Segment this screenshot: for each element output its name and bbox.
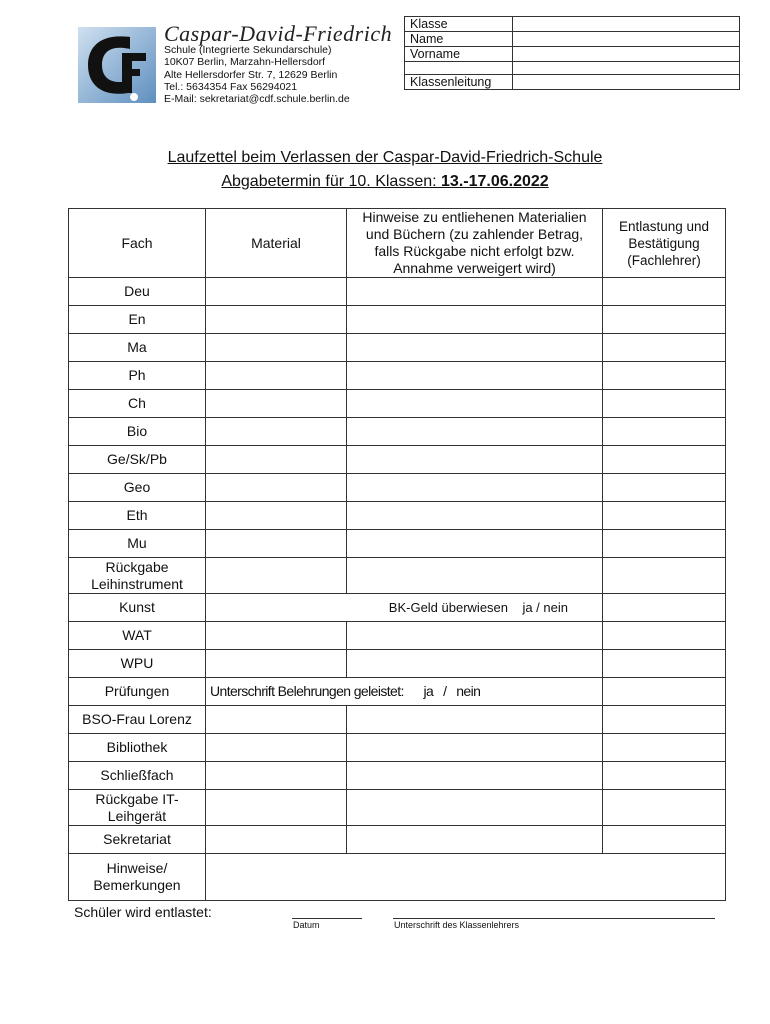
hinweis-cell[interactable] <box>347 706 603 734</box>
subject-schliessfach: Schließfach <box>69 762 206 790</box>
subject-ma: Ma <box>69 334 206 362</box>
pruefungen-note: Unterschrift Belehrungen geleistet: ja / nein <box>206 678 603 706</box>
subject-label-line: Rückgabe <box>105 558 169 575</box>
school-signature: Caspar-David-Friedrich <box>164 21 393 46</box>
signature-cell[interactable] <box>603 362 726 390</box>
hinweis-cell[interactable] <box>347 362 603 390</box>
vorname-field[interactable] <box>513 47 740 62</box>
header-hinweise: Hinweise zu entliehenen Materialien und Büchern (zu zahlender Betrag, falls Rückgabe nicht erfolgt bzw. Annahme verweigert wird) <box>347 209 603 278</box>
material-cell[interactable] <box>206 306 347 334</box>
signature-cell[interactable] <box>603 734 726 762</box>
hinweis-cell[interactable] <box>347 558 603 594</box>
subject-en: En <box>69 306 206 334</box>
hinweis-cell[interactable] <box>347 278 603 306</box>
hinweis-cell[interactable] <box>347 334 603 362</box>
hinweis-cell[interactable] <box>347 474 603 502</box>
signature-cell[interactable] <box>603 558 726 594</box>
material-cell[interactable] <box>206 418 347 446</box>
material-cell[interactable] <box>206 334 347 362</box>
material-cell[interactable] <box>206 446 347 474</box>
school-logo <box>78 27 156 103</box>
signature-cell[interactable] <box>603 334 726 362</box>
signature-cell[interactable] <box>603 622 726 650</box>
signature-cell[interactable] <box>603 418 726 446</box>
material-cell[interactable] <box>206 474 347 502</box>
signature-cell[interactable] <box>603 390 726 418</box>
material-cell[interactable] <box>206 762 347 790</box>
signature-cell[interactable] <box>603 446 726 474</box>
subject-rueckgabe-leihinstrument <box>69 558 206 594</box>
hinweis-cell[interactable] <box>347 502 603 530</box>
subject-label-line: Bemerkungen <box>93 877 181 893</box>
subject-deu: Deu <box>69 278 206 306</box>
remarks-field[interactable] <box>206 854 726 901</box>
hinweis-cell[interactable] <box>347 650 603 678</box>
datum-line[interactable] <box>292 918 362 919</box>
hinweis-cell[interactable] <box>347 446 603 474</box>
entlastet-label: Schüler wird entlastet: <box>74 904 212 920</box>
subject-bibliothek: Bibliothek <box>69 734 206 762</box>
hinweis-cell[interactable] <box>347 790 603 826</box>
subject-label-line: Leihinstrument <box>91 575 183 592</box>
signature-line[interactable] <box>393 918 715 919</box>
subject-ph: Ph <box>69 362 206 390</box>
signature-cell[interactable] <box>603 790 726 826</box>
signature-cell[interactable] <box>603 650 726 678</box>
hinweis-cell[interactable] <box>347 530 603 558</box>
signature-cell[interactable] <box>603 678 726 706</box>
signature-cell[interactable] <box>603 594 726 622</box>
hinweis-cell[interactable] <box>347 418 603 446</box>
hinweis-cell[interactable] <box>347 734 603 762</box>
subject-label-line: Rückgabe IT- <box>95 790 179 807</box>
material-cell[interactable] <box>206 790 347 826</box>
klassenleitung-field[interactable] <box>513 75 740 90</box>
header-material: Material <box>206 209 347 278</box>
subject-wpu: WPU <box>69 650 206 678</box>
signature-cell[interactable] <box>603 826 726 854</box>
klasse-label: Klasse <box>405 17 513 32</box>
material-cell[interactable] <box>206 390 347 418</box>
subject-rueckgabe-it <box>69 790 206 826</box>
signature-cell[interactable] <box>603 278 726 306</box>
klassenleitung-label: Klassenleitung <box>405 75 513 90</box>
material-cell[interactable] <box>206 530 347 558</box>
material-cell[interactable] <box>206 502 347 530</box>
subject-label-line: Leihgerät <box>107 807 167 824</box>
datum-label: Datum <box>293 920 320 930</box>
signature-cell[interactable] <box>603 474 726 502</box>
vorname-label: Vorname <box>405 47 513 62</box>
subject-bio: Bio <box>69 418 206 446</box>
address-line: Tel.: 5634354 Fax 56294021 <box>164 80 298 93</box>
deadline-prefix: Abgabetermin für 10. Klassen: <box>221 173 442 190</box>
school-address <box>164 44 350 105</box>
spacer-cell <box>405 62 513 75</box>
material-cell[interactable] <box>206 278 347 306</box>
header-fach: Fach <box>69 209 206 278</box>
signature-cell[interactable] <box>603 530 726 558</box>
signature-cell[interactable] <box>603 706 726 734</box>
material-cell[interactable] <box>206 558 347 594</box>
spacer-cell <box>513 62 740 75</box>
page-title: Laufzettel beim Verlassen der Caspar-David-Friedrich-Schule <box>167 149 603 166</box>
subject-mu: Mu <box>69 530 206 558</box>
subject-label-line: Hinweise/ <box>106 860 168 876</box>
subject-hinweise-bemerkungen <box>69 854 206 901</box>
signature-label: Unterschrift des Klassenlehrers <box>394 920 520 930</box>
deadline-date: 13.-17.06.2022 <box>441 173 549 190</box>
signature-cell[interactable] <box>603 762 726 790</box>
klasse-field[interactable] <box>513 17 740 32</box>
material-cell[interactable] <box>206 622 347 650</box>
subject-ch: Ch <box>69 390 206 418</box>
subject-pruefungen: Prüfungen <box>69 678 206 706</box>
header-entlastung: Entlastung und Bestätigung (Fachlehrer) <box>603 209 726 278</box>
subject-geo: Geo <box>69 474 206 502</box>
checkout-table <box>68 208 726 901</box>
student-info-table <box>404 16 740 90</box>
signature-cell[interactable] <box>603 502 726 530</box>
kunst-note: BK-Geld überwiesen ja / nein <box>206 594 603 622</box>
hinweis-cell[interactable] <box>347 762 603 790</box>
hinweis-cell[interactable] <box>347 826 603 854</box>
material-cell[interactable] <box>206 706 347 734</box>
address-line: Alte Hellersdorfer Str. 7, 12629 Berlin <box>164 68 338 81</box>
subject-bso: BSO-Frau Lorenz <box>69 706 206 734</box>
signature-cell[interactable] <box>603 306 726 334</box>
subject-kunst: Kunst <box>69 594 206 622</box>
deadline-line <box>0 173 770 191</box>
address-line: E-Mail: sekretariat@cdf.schule.berlin.de <box>164 93 350 106</box>
hinweis-cell[interactable] <box>347 622 603 650</box>
subject-sekretariat: Sekretariat <box>69 826 206 854</box>
subject-eth: Eth <box>69 502 206 530</box>
hinweis-cell[interactable] <box>347 306 603 334</box>
material-cell[interactable] <box>206 650 347 678</box>
material-cell[interactable] <box>206 826 347 854</box>
name-field[interactable] <box>513 32 740 47</box>
name-label: Name <box>405 32 513 47</box>
address-line: Schule (Integrierte Sekundarschule) <box>164 44 332 56</box>
material-cell[interactable] <box>206 362 347 390</box>
address-line: 10K07 Berlin, Marzahn-Hellersdorf <box>164 56 326 69</box>
subject-ge-sk-pb: Ge/Sk/Pb <box>69 446 206 474</box>
subject-wat: WAT <box>69 622 206 650</box>
hinweis-cell[interactable] <box>347 390 603 418</box>
material-cell[interactable] <box>206 734 347 762</box>
